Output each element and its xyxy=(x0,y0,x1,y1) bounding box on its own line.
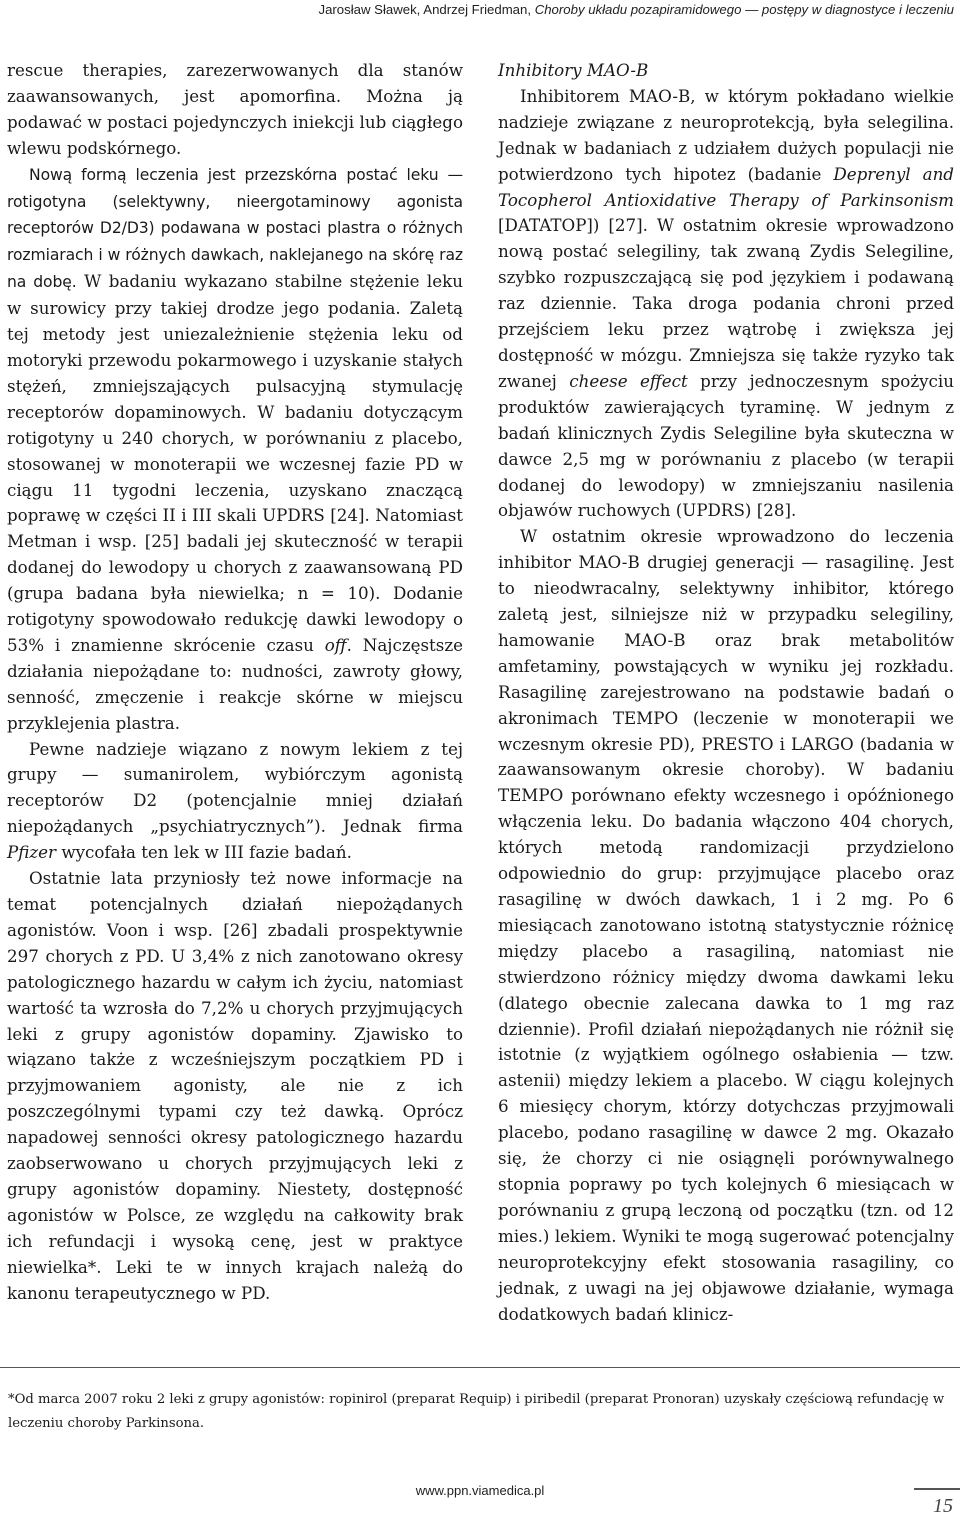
page-number: 15 xyxy=(933,1495,953,1517)
running-header xyxy=(0,0,960,34)
right-column xyxy=(498,58,954,1327)
paragraph-sumanirole: Pewne nadzieje wiązano z nowym lekiem z tej grupy — sumanirolem, wybiórczym agonistą receptorów D2 (potencjalnie mniej działań niepożądanych „psychiatrycznych”). Jednak firma Pfizer wycofała ten lek w III fazie badań. xyxy=(7,738,463,863)
page-number-rule xyxy=(914,1488,960,1490)
paragraph-rasagiline: W ostatnim okresie wprowadzono do leczenia inhibitor MAO-B drugiej generacji — rasagilinę. Jest to nieodwracalny, selektywny inhibitor, którego zaletą jest, silniejsze niż w przypadku selegiliny, hamowanie MAO-B oraz brak metabolitów amfetaminy, powstających w wyniku jej rozkładu. Rasagilinę zarejestrowano na podstawie badań o akronimach TEMPO (leczenie w monoterapii we wczesnym okresie PD), PRESTO i LARGO (badania w zaawansowanym okresie choroby). W badaniu TEMPO porównano efekty wczesnego i opóźnionego włączenia leku. Do badania włączono 404 chorych, których metodą randomizacji przydzielono odpowiednio do grup: przyjmujące placebo oraz rasagilinę w dwóch dawkach, 1 i 2 mg. Po 6 miesiącach zanotowano istotną statystycznie różnicę między placebo a rasagiliną, natomiast nie stwierdzono różnicy między dwoma dawkami leku (dlatego obecnie zalecana dawka to 1 mg raz dziennie). Profil działań niepożądanych nie różnił się istotnie (z wyjątkiem ogólnego osłabienia — tzw. astenii) między lekiem a placebo. W ciągu kolejnych 6 miesięcy chorym, którzy dotychczas przyjmowali placebo, podano rasagilinę w dawce 2 mg. Okazało się, że chorzy ci nie osiągnęli porównywalnego stopnia poprawy po tych kolejnych 6 miesiącach w porównaniu z grupą leczoną od początku (tzn. od 12 mies.) lekiem. Wyniki te mogą sugerować potencjalny neuroprotekcyjny efekt stosowania rasagiliny, co jednak, z uwagi na jej objawowe działanie, wymaga dodatkowych badań klinicz- xyxy=(498,526,954,1324)
paragraph-agonist-side-effects: Ostatnie lata przyniosły też nowe informacje na temat potencjalnych działań niepożądanych agonistów. Voon i wsp. [26] zbadali prospektywnie 297 chorych z PD. U 3,4% z nich zanotowano okresy patologicznego hazardu w całym ich życiu, natomiast wartość ta wzrosła do 7,2% u chorych przyjmujących leki z grupy agonistów dopaminy. Zjawisko to wiązano także z wcześniejszym początkiem PD i przyjmowaniem agonisty, ale nie z ich poszczególnymi typami czy też dawką. Oprócz napadowej senności okresy patologicznego hazardu zaobserwowano u chorych przyjmujących leki z grupy agonistów dopaminy. Niestety, dostępność agonistów w Polsce, ze względu na całkowity brak ich refundacji i wysoką cenę, jest w praktyce niewielka*. Leki te w innych krajach należą do kanonu terapeutycznego w PD. xyxy=(7,868,463,1303)
paragraph-rescue-therapies: rescue therapies, zarezerwowanych dla stanów zaawansowanych, jest apomorfina. Można ją podawać w postaci pojedynczych iniekcji lub ciągłego wlewu podskórnego. xyxy=(7,60,463,158)
header-title: Choroby układu pozapiramidowego — postępy w diagnostyce i leczeniu xyxy=(534,2,954,17)
footer-website: www.ppn.viamedica.pl xyxy=(415,1483,545,1498)
footnote: *Od marca 2007 roku 2 leki z grupy agonistów: ropinirol (preparat Requip) i piribedil (preparat Pronoran) uzyskały częściową refundację w leczeniu choroby Parkinsona. xyxy=(8,1392,945,1431)
paragraph-selegiline: Inhibitorem MAO-B, w którym pokładano wielkie nadzieje związane z neuroprotekcją, była selegilina. Jednak w badaniach z udziałem dużych populacji nie potwierdzono tych hipotez (badanie Deprenyl and Tocopherol Antioxidative Therapy of Parkinsonism [DATATOP]) [27]. W ostatnim okresie wprowadzono nową postać selegiliny, tak zwaną Zydis Selegiline, szybko rozpuszczającą się pod językiem i podawaną raz dziennie. Taka droga podania chroni przed przejściem leku przez wątrobę i zwiększa jej dostępność w mózgu. Zmniejsza się także ryzyko tak zwanej cheese effect przy jednoczesnym spożyciu produktów zawierających tyraminę. W jednym z badań klinicznych Zydis Selegiline była skuteczna w dawce 2,5 mg w porównaniu z placebo (w terapii dodanej do lewodopy) w zmniejszaniu nasilenia objawów ruchowych (UPDRS) [28]. xyxy=(498,85,954,521)
section-heading-mao-b: Inhibitory MAO-B xyxy=(498,60,649,80)
left-column xyxy=(7,58,463,1307)
header-authors: Jarosław Sławek, Andrzej Friedman, xyxy=(318,2,535,17)
paragraph-rotigotine: Nową formą leczenia jest przezskórna postać leku — rotigotyna (selektywny, nieergotaminowy agonista receptorów D2/D3) podawana w postaci plastra o różnych rozmiarach i w różnych dawkach, naklejanego na skórę raz na dobę. W badaniu wykazano stabilne stężenie leku w surowicy przy takiej drodze jego podania. Zaletą tej metody jest uniezależnienie stężenia leku od motoryki przewodu pokarmowego i uzyskanie stałych stężeń, zmniejszających pulsacyjną stymulację receptorów dopaminowych. W badaniu dotyczącym rotigotyny u 240 chorych, w porównaniu z placebo, stosowanej w monoterapii we wczesnej fazie PD w ciągu 11 tygodni leczenia, uzyskano znaczącą poprawę w części II i III skali UPDRS [24]. Natomiast Metman i wsp. [25] badali jej skuteczność w terapii dodanej do lewodopy u chorych z zaawansowaną PD (grupa badana była niewielka; n = 10). Dodanie rotigotyny spowodowało redukcję dawki lewodopy o 53% i znamienne skrócenie czasu off. Najczęstsze działania niepożądane to: nudności, zawroty głowy, senność, zmęczenie i reakcje skórne w miejscu przyklejenia plastra. xyxy=(7,165,463,733)
footnote-divider xyxy=(0,1367,960,1368)
